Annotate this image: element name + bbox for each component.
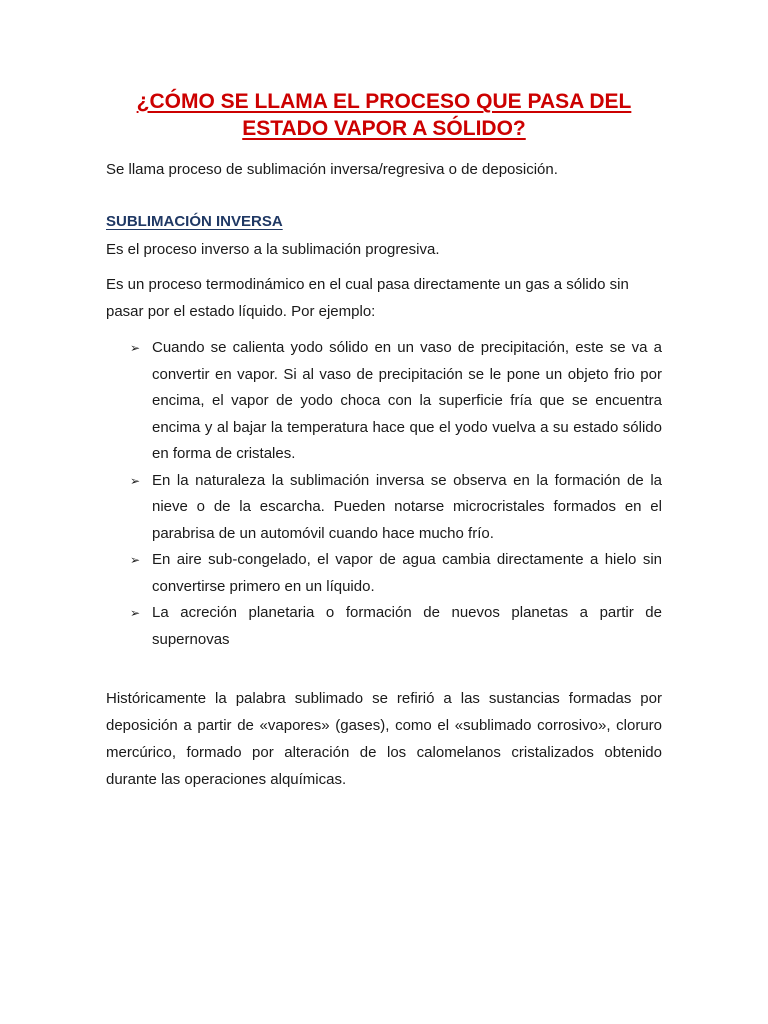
arrowhead-bullet-icon: ➢	[130, 553, 141, 567]
list-item	[130, 335, 662, 468]
section-heading: SUBLIMACIÓN INVERSA	[106, 213, 283, 230]
page-title-line-2: ESTADO VAPOR A SÓLIDO?	[242, 117, 526, 140]
list-item-text: En la naturaleza la sublimación inversa se observa en la formación de la nieve o de la escarcha. Pueden notarse microcristales formados en el parabrisa de un automóvil cuando hace mucho frío.	[152, 471, 662, 542]
list-item-text: La acreción planetaria o formación de nuevos planetas a partir de supernovas	[152, 604, 662, 648]
document-page	[106, 88, 662, 793]
arrowhead-bullet-icon: ➢	[130, 341, 141, 355]
list-item-text: En aire sub-congelado, el vapor de agua cambia directamente a hielo sin convertirse primero en un líquido.	[152, 551, 662, 595]
arrowhead-bullet-icon: ➢	[130, 606, 141, 620]
list-item	[130, 600, 662, 653]
list-item-text: Cuando se calienta yodo sólido en un vaso de precipitación, este se va a convertir en vapor. Si al vaso de precipitación se le pone un objeto frio por encima, el vapor de yodo choca con la superficie fría que se encuentra encima y al bajar la temperatura hace que el yodo vuelva a su estado sólido en forma de cristales.	[152, 339, 662, 462]
list-item	[130, 468, 662, 548]
history-paragraph: Históricamente la palabra sublimado se refirió a las sustancias formadas por deposición a partir de «vapores» (gases), como el «sublimado corrosivo», cloruro mercúrico, formado por alteración de los calomelanos cristalizados obtenido durante las operaciones alquímicas.	[106, 690, 662, 788]
arrowhead-bullet-icon: ➢	[130, 473, 141, 488]
list-item	[130, 547, 662, 600]
intro-paragraph: Se llama proceso de sublimación inversa/regresiva o de deposición.	[106, 161, 558, 178]
section-paragraph-1: Es el proceso inverso a la sublimación progresiva.	[106, 241, 440, 258]
page-title-line-1: ¿CÓMO SE LLAMA EL PROCESO QUE PASA DEL	[136, 90, 632, 113]
section-paragraph-2: Es un proceso termodinámico en el cual pasa directamente un gas a sólido sin pasar por el estado líquido. Por ejemplo:	[106, 276, 629, 320]
page-title	[106, 88, 662, 142]
examples-list	[106, 335, 662, 653]
